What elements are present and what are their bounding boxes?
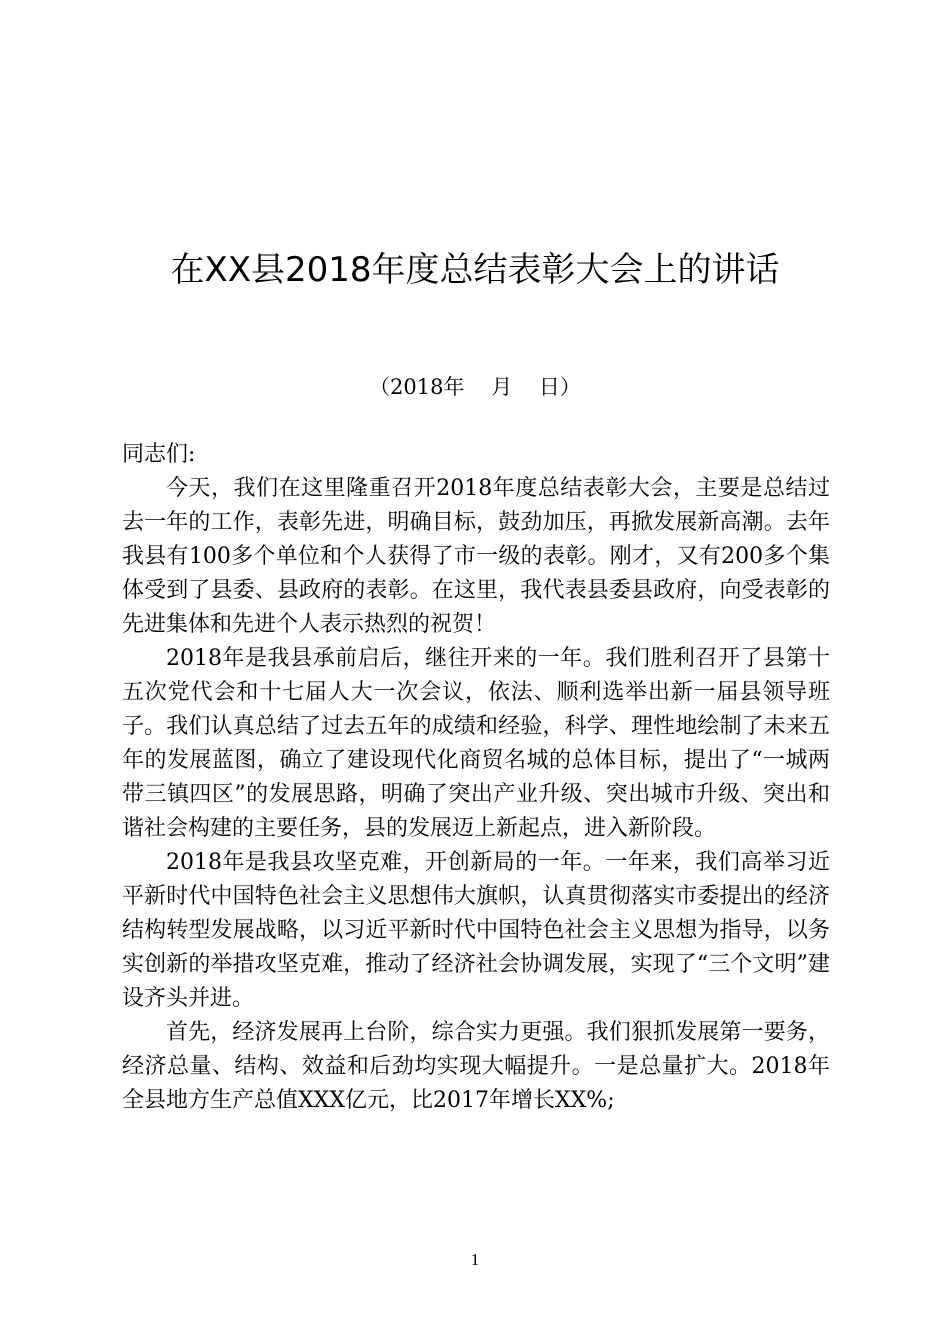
document-title: 在XX县2018年度总结表彰大会上的讲话 (170, 250, 780, 290)
paragraph-economy: 首先，经济发展再上台阶，综合实力更强。我们狠抓发展第一要务，经济总量、结构、效益和后劲均实现大幅提升。一是总量扩大。2018年全县地方生产总值XXX亿元，比2017年增长XX%; (122, 1020, 830, 1113)
page-number: 1 (470, 1250, 480, 1269)
salutation: 同志们: (122, 442, 196, 467)
date-line: （2018年 月 日） (369, 375, 581, 399)
paragraph-2018-breakthrough: 2018年是我县攻坚克难，开创新局的一年。一年来，我们高举习近平新时代中国特色社会主义思想伟大旗帜，认真贯彻落实市委提出的经济结构转型发展战略，以习近平新时代中国特色社会主义思想为指导，以务实创新的举措攻坚克难，推动了经济社会协调发展，实现了“三个文明”建设齐头并进。 (122, 850, 830, 1011)
paragraph-opening: 今天，我们在这里隆重召开2018年度总结表彰大会，主要是总结过去一年的工作，表彰先进，明确目标，鼓劲加压，再掀发展新高潮。去年我县有100多个单位和个人获得了市一级的表彰。刚才，又有200多个集体受到了县委、县政府的表彰。在这里，我代表县委县政府，向受表彰的先进集体和先进个人表示热烈的祝贺！ (122, 476, 830, 637)
paragraph-2018-transition: 2018年是我县承前启后，继往开来的一年。我们胜利召开了县第十五次党代会和十七届人大一次会议，依法、顺利选举出新一届县领导班子。我们认真总结了过去五年的成绩和经验，科学、理性地绘制了未来五年的发展蓝图，确立了建设现代化商贸名城的总体目标，提出了“一城两带三镇四区”的发展思路，明确了突出产业升级、突出城市升级、突出和谐社会构建的主要任务，县的发展迈上新起点，进入新阶段。 (122, 646, 830, 841)
document-body (122, 438, 830, 1118)
